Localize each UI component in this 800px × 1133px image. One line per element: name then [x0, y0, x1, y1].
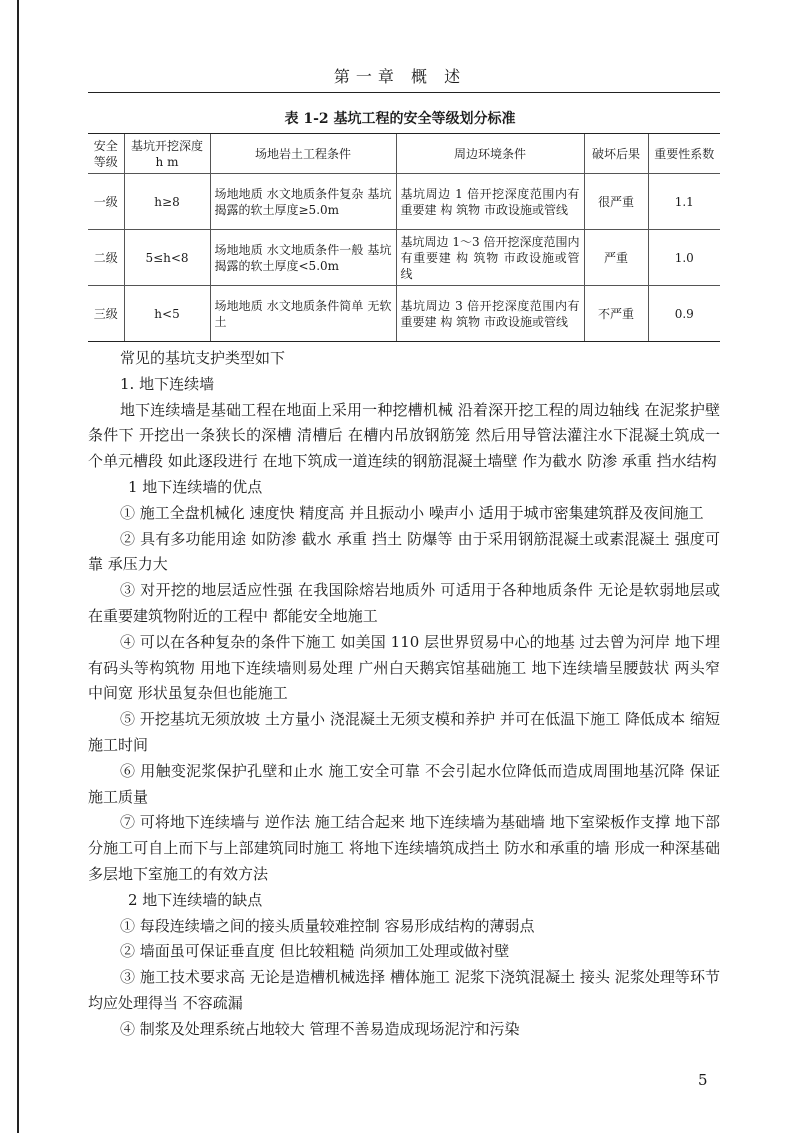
table-header-row — [88, 134, 720, 174]
col-header-grade-line2: 等级 — [93, 154, 118, 169]
subsection-heading: 1 地下连续墙的优点 — [128, 477, 263, 496]
col-header-depth — [124, 134, 210, 174]
col-header-environment: 周边环境条件 — [396, 134, 584, 174]
list-item: ① 施工全盘机械化 速度快 精度高 并且振动小 噪声小 适用于城市密集建筑群及夜间施工 — [120, 503, 704, 522]
col-header-consequence: 破坏后果 — [584, 134, 648, 174]
list-item: ⑥ 用触变泥浆保护孔壁和止水 施工安全可靠 不会引起水位降低而造成周围地基沉降 保证施工质量 — [88, 761, 720, 806]
paragraph: 常见的基坑支护类型如下 — [120, 349, 286, 367]
page-number: 5 — [698, 1071, 708, 1089]
page-binding-rule — [17, 0, 19, 1133]
subsection-heading: 2 地下连续墙的缺点 — [128, 890, 263, 909]
chapter-header: 第一章 概 述 — [333, 67, 467, 86]
cell-factor: 0.9 — [648, 286, 720, 342]
paragraph: 地下连续墙是基础工程在地面上采用一种挖槽机械 沿着深开挖工程的周边轴线 在泥浆护壁条件下 开挖出一条狭长的深槽 清槽后 在槽内吊放钢筋笼 然后用导管法灌注水下混凝土筑成一个单元槽段 如此逐段进行 在地下筑成一道连续的钢筋混凝土墙壁 作为截水 防渗 承重 挡水结构 — [88, 400, 720, 471]
cell-depth: h≥8 — [124, 174, 210, 230]
table-row — [88, 174, 720, 230]
body-text — [88, 346, 720, 1043]
cell-depth: h<5 — [124, 286, 210, 342]
list-item: ② 具有多功能用途 如防渗 截水 承重 挡土 防爆等 由于采用钢筋混凝土或素混凝土 强度可靠 承压力大 — [88, 529, 720, 574]
list-item: ② 墙面虽可保证垂直度 但比较粗糙 尚须加工处理或做衬壁 — [120, 942, 510, 961]
col-header-depth-line2: h m — [155, 154, 179, 169]
safety-grade-table — [88, 133, 720, 342]
col-header-site: 场地岩土工程条件 — [210, 134, 396, 174]
table-caption: 表 1-2 基坑工程的安全等级划分标准 — [284, 111, 516, 127]
cell-environment: 基坑周边 1 倍开挖深度范围内有重要建 构 筑物 市政设施或管线 — [396, 174, 584, 230]
cell-grade: 一级 — [88, 174, 124, 230]
table-row — [88, 230, 720, 286]
col-header-grade — [88, 134, 124, 174]
cell-consequence: 严重 — [584, 230, 648, 286]
cell-factor: 1.0 — [648, 230, 720, 286]
list-item: ④ 制浆及处理系统占地较大 管理不善易造成现场泥泞和污染 — [120, 1019, 520, 1038]
col-header-grade-line1: 安全 — [93, 138, 118, 153]
list-item: ⑤ 开挖基坑无须放坡 土方量小 浇混凝土无须支模和养护 并可在低温下施工 降低成本 缩短施工时间 — [88, 710, 720, 754]
header-rule — [88, 92, 720, 93]
cell-depth: 5≤h<8 — [124, 230, 210, 286]
list-item: ① 每段连续墙之间的接头质量较难控制 容易形成结构的薄弱点 — [120, 916, 535, 935]
cell-site: 场地地质 水文地质条件一般 基坑揭露的软土厚度<5.0m — [210, 230, 396, 286]
cell-consequence: 很严重 — [584, 174, 648, 230]
col-header-depth-line1: 基坑开挖深度 — [130, 138, 203, 153]
list-item: ⑦ 可将地下连续墙与 逆作法 施工结合起来 地下连续墙为基础墙 地下室梁板作支撑 地下部分施工可自上而下与上部建筑同时施工 将地下连续墙筑成挡土 防水和承重的墙 形成一种深基础多层地下室施工的有效方法 — [88, 813, 720, 883]
cell-environment: 基坑周边 1～3 倍开挖深度范围内有重要建 构 筑物 市政设施或管线 — [396, 230, 584, 286]
cell-consequence: 不严重 — [584, 286, 648, 342]
cell-factor: 1.1 — [648, 174, 720, 230]
cell-grade: 三级 — [88, 286, 124, 342]
table-row — [88, 286, 720, 342]
section-heading: 1. 地下连续墙 — [120, 374, 215, 393]
col-header-factor: 重要性系数 — [648, 134, 720, 174]
cell-site: 场地地质 水文地质条件简单 无软土 — [210, 286, 396, 342]
cell-environment: 基坑周边 3 倍开挖深度范围内有重要建 构 筑物 市政设施或管线 — [396, 286, 584, 342]
cell-site: 场地地质 水文地质条件复杂 基坑揭露的软土厚度≥5.0m — [210, 174, 396, 230]
list-item: ④ 可以在各种复杂的条件下施工 如美国 110 层世界贸易中心的地基 过去曾为河岸 地下埋有码头等构筑物 用地下连续墙则易处理 广州白天鹅宾馆基础施工 地下连续墙呈腰鼓状 两头窄 中间宽 形状虽复杂但也能施工 — [88, 632, 720, 703]
list-item: ③ 对开挖的地层适应性强 在我国除熔岩地质外 可适用于各种地质条件 无论是软弱地层或在重要建筑物附近的工程中 都能安全地施工 — [88, 581, 720, 625]
list-item: ③ 施工技术要求高 无论是造槽机械选择 槽体施工 泥浆下浇筑混凝土 接头 泥浆处理等环节 均应处理得当 不容疏漏 — [88, 968, 720, 1012]
cell-grade: 二级 — [88, 230, 124, 286]
